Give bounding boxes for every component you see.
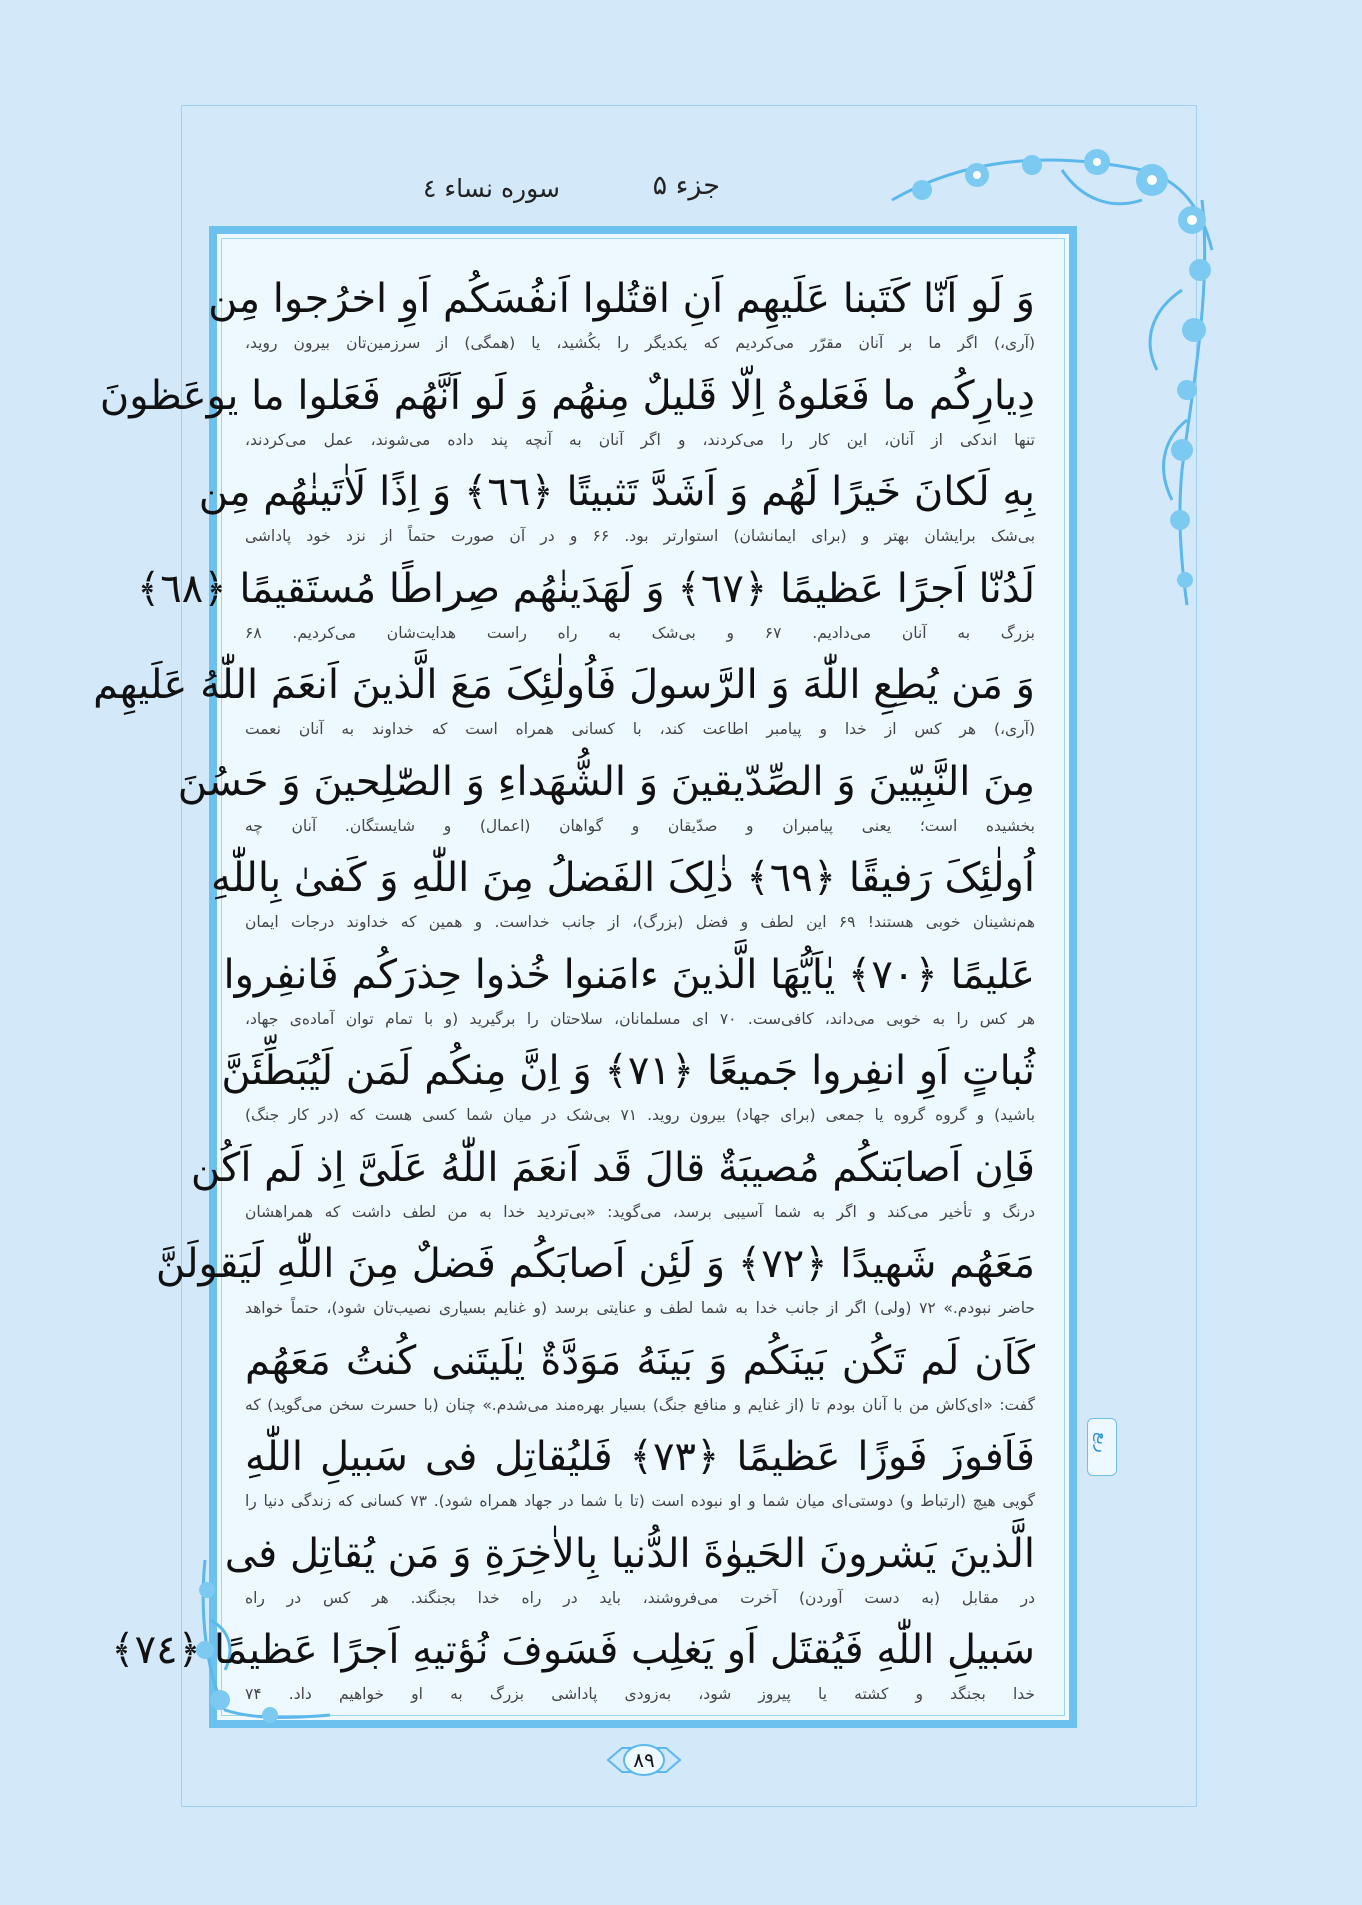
- verse-line: [210, 849, 1036, 946]
- verse-line: [155, 1235, 1035, 1332]
- page-header: [380, 170, 760, 220]
- arabic-line: الَّذينَ يَشرونَ الحَيوٰةَ الدُّنيا بِالاٰخِرَةِ وَ مَن يُقاتِل فى: [224, 1530, 1035, 1577]
- verse-line: [177, 753, 1035, 850]
- arabic-line: اُولٰئِکَ رَفيقًا ﴿٦٩﴾ ذٰلِکَ الفَضلُ مِنَ اللّٰهِ وَ کَفىٰ بِاللّٰهِ: [210, 855, 1035, 901]
- arabic-line: لَدُنّا اَجرًا عَظيمًا ﴿٦٧﴾ وَ لَهَدَينٰهُم صِراطًا مُستَقيمًا ﴿٦٨﴾: [136, 565, 1035, 612]
- translation-line: درنگ و تأخیر می‌کند و اگر به شما آسیبی برسد، می‌گوید: «بی‌تردید خدا به من لطف داشت که همراهشان: [245, 1202, 1035, 1221]
- arabic-line: سَبيلِ اللّٰهِ فَيُقتَل اَو يَغلِب فَسَوفَ نُؤتيهِ اَجرًا عَظيمًا ﴿٧٤﴾: [111, 1627, 1035, 1673]
- translation-line: بی‌شک برایشان بهتر و (برای ایمانشان) استوارتر بود. ۶۶ و در آن صورت حتماً از نزد خود پاداشی: [245, 527, 1036, 545]
- juz-label: جزء ۵: [652, 170, 720, 201]
- translation-line: هم‌نشینان خوبی هستند! ۶۹ این لطف و فضل (بزرگ)، از جانب خداست. و همین که خداوند درجات ایمان: [245, 913, 1036, 931]
- translation-line: (آری،) هر کس از خدا و پیامبر اطاعت کند، با کسانی همراه است که خداوند به آنان نعمت: [245, 720, 1035, 738]
- arabic-line: مِنَ النَّبِيّينَ وَ الصِّدّيقينَ وَ الشُّهَداءِ وَ الصّٰلِحينَ وَ حَسُنَ: [177, 758, 1035, 805]
- rub-marker-label: ربع: [1093, 1432, 1112, 1453]
- translation-line: تنها اندکی از آنان، این کار را می‌کردند، و اگر آنان به آنچه پند داده می‌شوند، عمل می‌کردند،: [245, 430, 1035, 449]
- verse-line: [224, 1525, 1035, 1622]
- verse-line: [208, 270, 1035, 367]
- arabic-line: کَاَن لَم تَکُن بَينَکُم وَ بَينَهُ مَوَدَّةٌ يٰلَيتَنى کُنتُ مَعَهُم: [245, 1337, 1035, 1384]
- translation-line: در مقابل (به دست آوردن) آخرت می‌فروشند، باید در راه خدا بجنگند. هر کس در راه: [245, 1588, 1035, 1607]
- verse-line: [198, 463, 1036, 560]
- translation-line: حاضر نبودم.» ۷۲ (ولی) اگر از جانب خدا به شما لطف و عنایتی برسد (و غنایم بسیاری نصیب‌تان شود)، حتماً خواهد: [245, 1299, 1035, 1317]
- verse-line: [245, 1332, 1035, 1429]
- arabic-line: وَ لَو اَنّا کَتَبنا عَلَيهِم اَنِ اقتُلوا اَنفُسَکُم اَوِ اخرُجوا مِن: [208, 276, 1035, 322]
- verse-line: [223, 946, 1035, 1043]
- translation-line: بخشیده است؛ یعنی پیامبران و صدّیقان و گواهان (اعمال) و شایستگان. آنان چه: [245, 816, 1035, 835]
- arabic-line: بِهِ لَکانَ خَيرًا لَهُم وَ اَشَدَّ تَثبيتًا ﴿٦٦﴾ وَ اِذًا لَاٰتَينٰهُم مِن: [198, 469, 1035, 515]
- arabic-line: ثُباتٍ اَوِ انفِروا جَميعًا ﴿٧١﴾ وَ اِنَّ مِنکُم لَمَن لَيُبَطِّئَنَّ: [221, 1048, 1035, 1094]
- verse-line: [93, 656, 1035, 753]
- verse-line: [190, 1139, 1035, 1236]
- verse-line: [245, 1428, 1035, 1525]
- translation-line: گفت: «ای‌کاش من با آنان بودم تا (از غنایم و منافع جنگ) بسیار بهره‌مند می‌شدم.» چنان (با حسرت سخن می‌گوید) که: [245, 1395, 1035, 1414]
- verse-line: [99, 367, 1035, 464]
- verse-line: [111, 1621, 1035, 1718]
- verse-line: [136, 560, 1035, 657]
- arabic-line: مَعَهُم شَهيدًا ﴿٧٢﴾ وَ لَئِن اَصابَکُم فَضلٌ مِنَ اللّٰهِ لَيَقولَنَّ: [155, 1241, 1035, 1287]
- verses-content: [93, 270, 1036, 1710]
- surah-label: سوره نساء ٤: [423, 174, 560, 203]
- page-number-badge: [606, 1738, 682, 1782]
- arabic-line: وَ مَن يُطِعِ اللّٰهَ وَ الرَّسولَ فَاُولٰئِکَ مَعَ الَّذينَ اَنعَمَ اللّٰهُ عَلَيهِم: [93, 662, 1035, 708]
- translation-line: (آری،) اگر ما بر آنان مقرّر می‌کردیم که یکدیگر را بکُشید، یا (همگی) از سرزمین‌تان بیرون روید،: [245, 334, 1035, 352]
- verse-line: [221, 1042, 1036, 1139]
- translation-line: هر کس را به خوبی می‌داند، کافی‌ست. ۷۰ ای مسلمانان، سلاحتان را برگیرید (و با تمام توان آماده‌ی جهاد،: [245, 1009, 1035, 1028]
- translation-line: گویی هیچ (ارتباط و) دوستی‌ای میان شما و او نبوده است (تا با شما در جهاد همراه شود). ۷۳ کسانی که زندگی دنیا را: [245, 1492, 1035, 1510]
- translation-line: باشید) و گروه گروه یا جمعی (برای جهاد) بیرون روید. ۷۱ بی‌شک در میان شما کسی هست که (در کار جنگ): [245, 1106, 1036, 1124]
- translation-line: بزرگ به آنان می‌دادیم. ۶۷ و بی‌شک به راه راست هدایت‌شان می‌کردیم. ۶۸: [245, 623, 1035, 642]
- page-number: ۸۹: [633, 1748, 655, 1772]
- arabic-line: فَاِن اَصابَتکُم مُصيبَةٌ قالَ قَد اَنعَمَ اللّٰهُ عَلَىَّ اِذ لَم اَکُن: [190, 1144, 1035, 1191]
- arabic-line: عَليمًا ﴿٧٠﴾ يٰاَيُّهَا الَّذينَ ءامَنوا خُذوا حِذرَکُم فَانفِروا: [223, 951, 1035, 998]
- arabic-line: فَاَفوزَ فَوزًا عَظيمًا ﴿٧٣﴾ فَليُقاتِل فى سَبيلِ اللّٰهِ: [245, 1434, 1035, 1480]
- translation-line: خدا بجنگد و کشته یا پیروز شود، به‌زودی پاداشی بزرگ به او خواهیم داد. ۷۴: [245, 1685, 1035, 1703]
- rub-marker: [1087, 1418, 1117, 1476]
- arabic-line: دِيارِکُم ما فَعَلوهُ اِلّا قَليلٌ مِنهُم وَ لَو اَنَّهُم فَعَلوا ما يوعَظونَ: [99, 372, 1035, 419]
